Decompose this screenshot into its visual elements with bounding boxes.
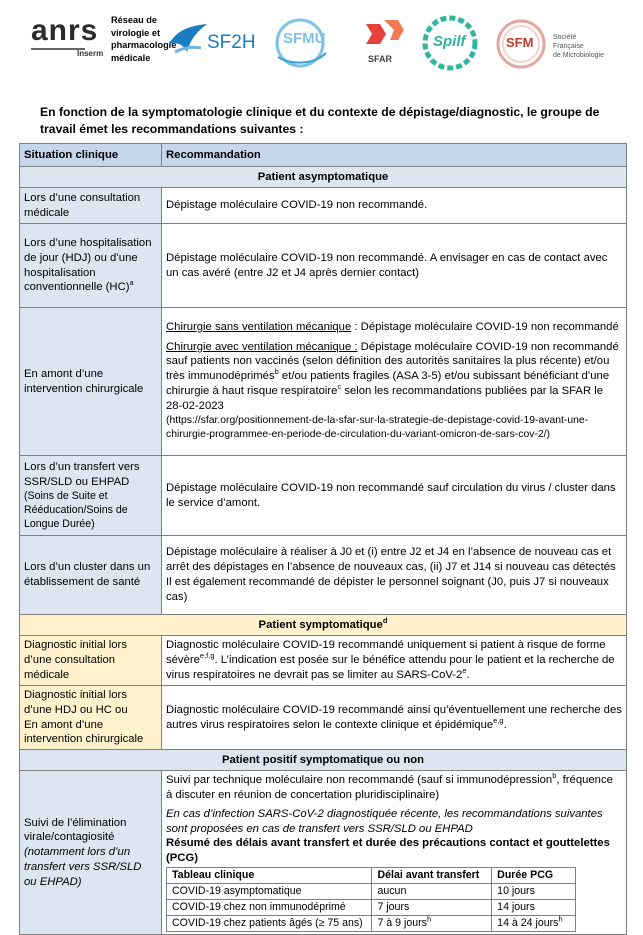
sub-table-row: COVID-19 chez patients âgés (≥ 75 ans) 7 à 9 jours$^h$ 14 à 24 jours$^h$ (167, 915, 576, 931)
spilf-logo-text: Spilf (433, 33, 466, 50)
col-header-recommandation: Recommandation (162, 144, 627, 167)
section-positif: Patient positif symptomatique ou non (20, 750, 627, 771)
sub-table-row: COVID-19 asymptomatique aucun 10 jours (167, 883, 576, 899)
sfar-logo (360, 16, 406, 70)
section-asymptomatique: Patient asymptomatique (20, 167, 627, 188)
table-row (20, 456, 627, 536)
reseau-virologie-text: Réseau de virologie et pharmacologie médicale (111, 15, 177, 63)
situation-cell: En amont d’une intervention chirurgicale (20, 308, 162, 456)
recommendation-cell: Dépistage moléculaire COVID-19 non recommandé. (162, 188, 627, 224)
table-row (20, 224, 627, 308)
table-row (20, 188, 627, 224)
logo-bar (0, 0, 643, 90)
sfar-logo-text: SFAR (368, 54, 393, 64)
sf2h-logo-text: SF2H (207, 32, 256, 53)
recommendation-table (19, 143, 627, 935)
situation-cell: Diagnostic initial lors d’une HDJ ou HC ou En amont d’une intervention chirurgicale (20, 686, 162, 750)
sub-table-header: Tableau clinique Délai avant transfert Durée PCG (167, 867, 576, 883)
inserm-text: Inserm (77, 49, 104, 58)
recommendation-cell: Dépistage moléculaire COVID-19 non recommandé sauf circulation du virus / cluster dans le service d’amont. (162, 456, 627, 536)
sfar-url: (https://sfar.org/positionnement-de-la-sfar-sur-la-strategie-de-depistage-covid-19-avant-une-chirurgie-programmee-en-periode-de-circulation-du-variant-omicron-de-sars-cov-2/) (166, 414, 589, 441)
sf2h-logo (167, 22, 255, 66)
sfm-desc: Société Française de Microbiologie (553, 34, 604, 59)
anrs-logo-text: anrs (31, 14, 99, 47)
table-row (20, 686, 627, 750)
spilf-logo (419, 14, 481, 72)
sfmu-logo-text: SFMU (283, 30, 326, 47)
recommendation-cell: Chirurgie sans ventilation mécanique : Dépistage moléculaire COVID-19 non recommandé Chirurgie avec ventilation mécanique : Dépistage moléculaire COVID-19 non recommandé sauf patients non vaccinés (selon définition des autorités sanitaires la plus récente) et/ou très immunodéprimés$^b$ et/ou patients fragiles (ASA 3-5) et/ou subissant bénéficiant d’une chirurgie à haut risque respiratoire$^c$ selon les recommandations publiées par la SFAR le 28-02-2023 (https://sfar.org/positionnement-de-la-sfar-sur-la-strategie-de-depistage-covid-19-avant-une-chirurgie-programmee-en-periode-de-circulation-du-variant-omicron-de-sars-cov-2/) (162, 308, 627, 456)
sfm-logo-text: SFM (506, 35, 534, 50)
table-row (20, 636, 627, 686)
recommendation-cell: Diagnostic moléculaire COVID-19 recommandé uniquement si patient à risque de forme sévère$^{e,f,g}$. L’indication est posée sur le bénéfice attendu pour le patient et la recherche de virus respiratoires ne devrait pas se limiter au SARS-CoV-2e. (162, 636, 627, 686)
table-row (20, 771, 627, 935)
intro-text: En fonction de la symptomatologie clinique et du contexte de dépistage/diagnostic, le groupe de travail émet les recommandations suivantes : (40, 105, 600, 136)
table-row (20, 536, 627, 615)
section-symptomatique: Patient symptomatique$^d$ (20, 615, 627, 636)
recommendation-cell: Dépistage moléculaire à réaliser à J0 et (i) entre J2 et J4 en l’absence de nouveau cas et arrêt des dépistages en l’absence de nouveaux cas, (ii) J7 et J14 si nouveau cas détectés Il est également recommandé de dépister le personnel soignant (J0, puis J7 si nouveaux cas) (162, 536, 627, 615)
recommendation-cell: Suivi par technique moléculaire non recommandé (sauf si immunodépression$^b$, fréquence à discuter en réunion de concertation pluridisciplinaire) En cas d’infection SARS-CoV-2 diagnostiquée récente, les recommandations suivantes sont proposées en cas de transfert vers SSR/SLD ou EHPAD Résumé des délais avant transfert et durée des précautions contact et gouttelettes (PCG) Tableau clinique Délai avant transfert Durée PCG COVID-19 asymptomatique aucun 10 jours COVID-19 chez non immunodéprimé 7 jours 14 jours COVID-19 chez patients âgés (≥ 75 ans) 7 à 9 jours$^h$ 14 à 24 jours$^h$ (162, 771, 627, 935)
sfmu-logo (270, 17, 332, 69)
col-header-situation: Situation clinique (20, 144, 162, 167)
recommendation-cell: Diagnostic moléculaire COVID-19 recommandé ainsi qu’éventuellement une recherche des autres virus respiratoires selon le contexte clinique et épidémique$^{e,g}$. (162, 686, 627, 750)
situation-cell: Lors d’un cluster dans un établissement de santé (20, 536, 162, 615)
sfm-logo (495, 18, 605, 70)
situation-cell: Diagnostic initial lors d’une consultation médicale (20, 636, 162, 686)
situation-cell: Lors d’un transfert vers SSR/SLD ou EHPAD (Soins de Suite et Rééducation/Soins de Longue Durée) (20, 456, 162, 536)
situation-cell: Lors d’une hospitalisation de jour (HDJ) ou d’une hospitalisation conventionnelle (HC)$^a$ (20, 224, 162, 308)
situation-cell: Lors d’une consultation médicale (20, 188, 162, 224)
transfer-delay-table (166, 867, 576, 932)
bird-icon (167, 22, 209, 60)
table-row (20, 308, 627, 456)
recommendation-cell: Dépistage moléculaire COVID-19 non recommandé. A envisager en cas de contact avec un cas avéré (entre J2 et J4 après dernier contact) (162, 224, 627, 308)
situation-cell: Suivi de l’élimination virale/contagiosité (notamment lors d’un transfert vers SSR/SLD ou EHPAD) (20, 771, 162, 935)
sfar-mark-icon (360, 16, 406, 52)
sub-table-row: COVID-19 chez non immunodéprimé 7 jours 14 jours (167, 899, 576, 915)
table-header-row (20, 144, 627, 167)
anrs-logo (31, 16, 105, 62)
